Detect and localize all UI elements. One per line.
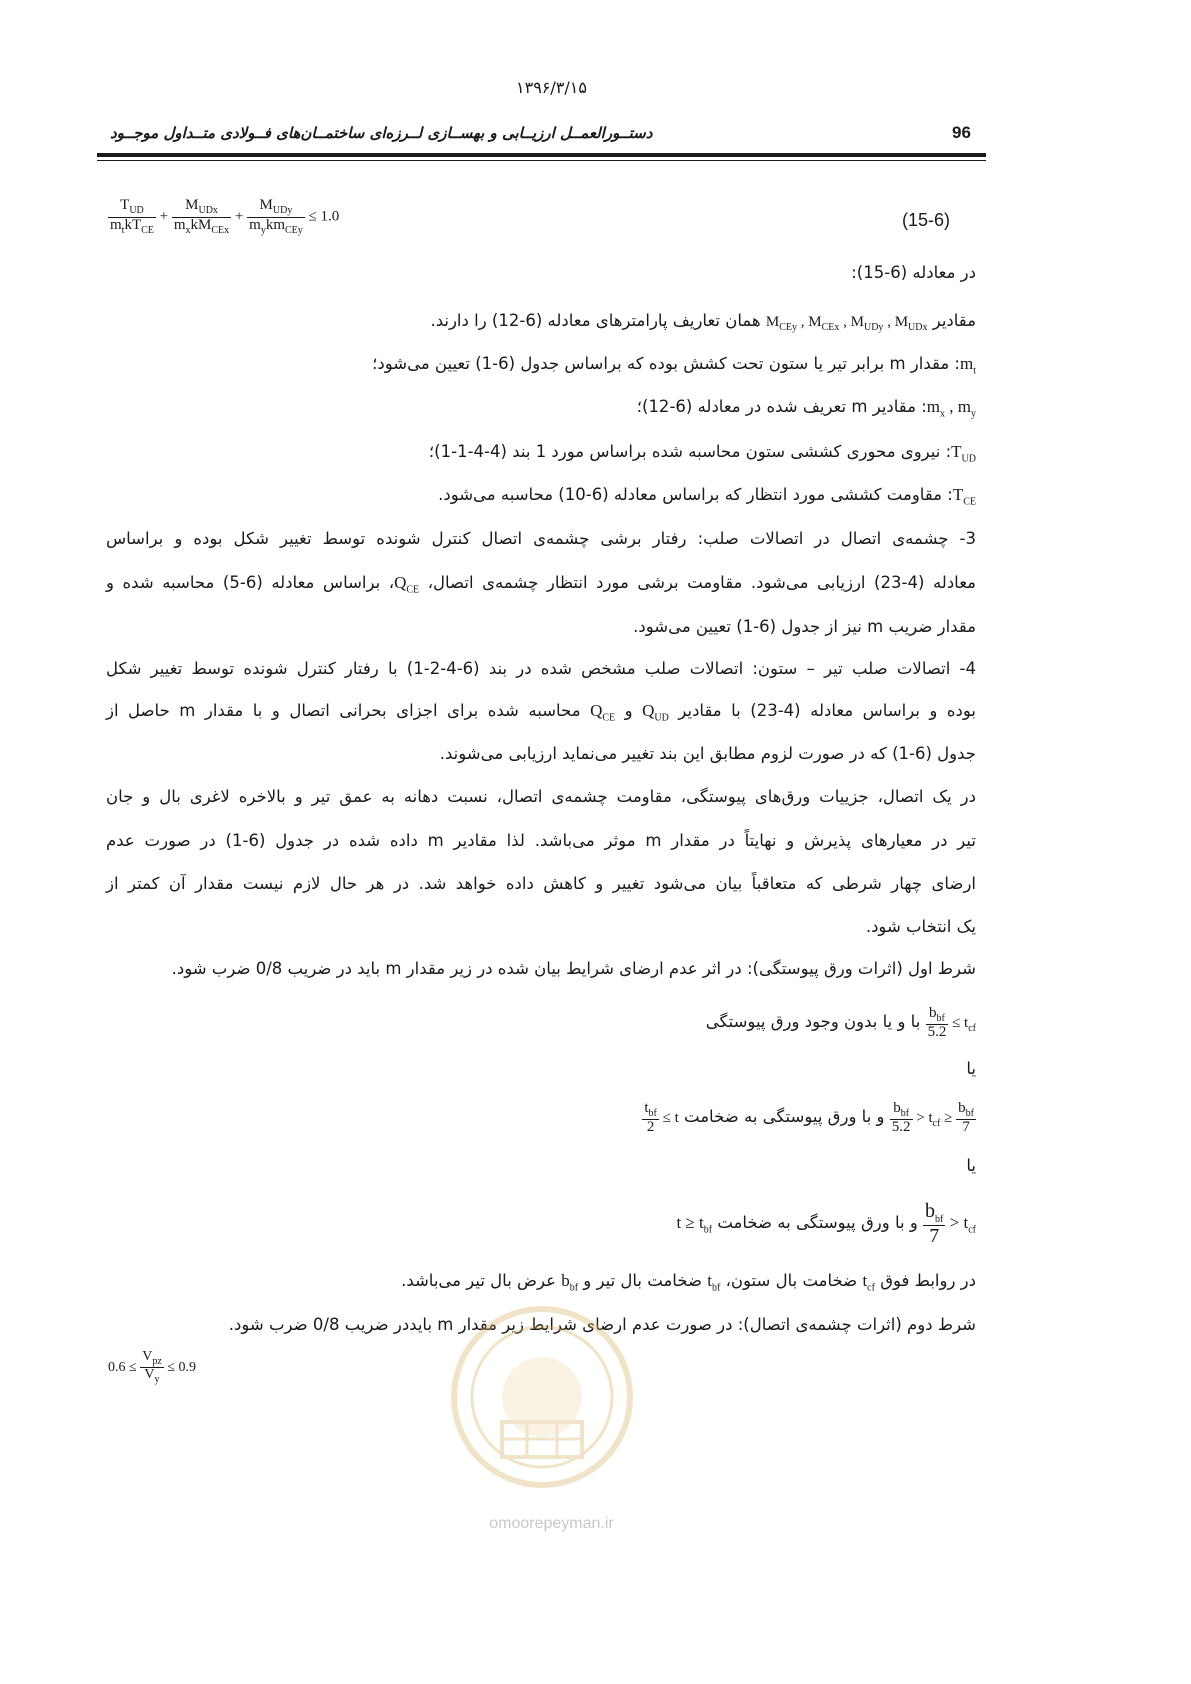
condition-2-text: شرط دوم (اثرات چشمه‌ی اتصال): در صورت عدم ارضای شرایط زیر مقدار m بایددر ضریب 0/8 ضرب شود. — [228, 1315, 976, 1334]
text-line-tud: $T_{UD}$: نیروی محوری کششی ستون محاسبه شده براساس مورد 1 بند (4-4-1-1)؛ — [428, 442, 976, 465]
text-line: ارضای چهار شرطی که متعاقباً بیان می‌شود تغییر و کاهش داده خواهد شد. در هر حال لازم نیست مقدار آن کمتر از — [106, 874, 976, 893]
equation-number: (15-6) — [902, 210, 951, 230]
text-line: مقدار ضریب m نیز از جدول (6-1) تعیین می‌شود. — [633, 617, 976, 636]
condition-1c: $t_{cf}$ < $\frac{b_{bf}}{7}$ و با ورق پیوستگی به ضخامت $t \ge t_{bf}$ — [676, 1199, 976, 1248]
condition-1-text: شرط اول (اثرات ورق پیوستگی): در اثر عدم ارضای شرایط بیان شده در زیر مقدار m باید در ضریب 0/8 ضرب شود. — [171, 959, 976, 978]
text-line: در یک اتصال، جزییات ورق‌های پیوستگی، مقاومت چشمه‌ی اتصال، نسبت دهانه به عمق تیر و بالاخره لاغری بال و جان — [106, 787, 976, 806]
text-line: یک انتخاب شود. — [865, 917, 976, 936]
equation-15-6: $\frac{T_{UD}}{m_tkT_{CE}}$ + $\frac{M_{UDx}}{m_xkM_{CEx}}$ + $\frac{M_{UDy}}{m_ykm_{CEy}}$ ≤ 1.0 — [110, 197, 340, 236]
or-text: یا — [966, 1156, 976, 1175]
page-number: 96 — [952, 123, 971, 142]
text-line: 3- چشمه‌ی اتصال در اتصالات صلب: رفتار برشی چشمه‌ی اتصال کنترل شونده توسط تغییر شکل بوده و براساس — [106, 529, 976, 548]
vpz-ratio-formula: 0.6 ≤ $\frac{V_{pz}}{V_y}$ ≤ 0.9 — [108, 1349, 196, 1386]
text-line: تیر در معیارهای پذیرش و نهایتاً در مقدار m موثر می‌باشد. لذا مقادیر m داده شده در جدول (6-1) در صورت عدم — [106, 831, 976, 850]
text-line: بوده و براساس معادله (4-23) با مقادیر $Q_{UD}$ و $Q_{CE}$ محاسبه شده برای اجزای بحرانی اتصال و با مقدار m حاصل از — [106, 701, 977, 724]
text-line: 4- اتصالات صلب تیر – ستون: اتصالات صلب مشخص شده در بند (6-4-2-1) با رفتار کنترل شونده توسط تغییر شکل — [106, 659, 977, 678]
text-line-tce: $T_{CE}$: مقاومت کششی مورد انتظار که براساس معادله (6-10) محاسبه می‌شود. — [438, 485, 976, 508]
condition-1b: $\frac{b_{bf}}{7}$ ≤ $t_{cf}$ < $\frac{b_{bf}}{5.2}$ و با ورق پیوستگی به ضخامت t ≥ $\frac{t_{bf}}{2}$ — [644, 1099, 974, 1136]
watermark-url: omoorepeyman.ir — [489, 1515, 614, 1532]
header-rule-thick — [97, 153, 986, 157]
document-date: ۱۳۹۶/۳/۱۵ — [516, 78, 587, 97]
text-line-params: مقادیر $M_{CEy}$ , $M_{CEx}$ , $M_{UDy}$ , $M_{UDx}$ همان تعاریف پارامترهای معادله (6-12) را دارند. — [430, 311, 976, 333]
running-title: دستــورالعمــل ارزیــابی و بهســازی لــرزه‌ای ساختمــان‌های فــولادی متــداول موجــود — [110, 124, 653, 142]
text-line-mt: $m_t$: مقدار m برابر تیر یا ستون تحت کشش بوده که براساس جدول (6-1) تعیین می‌شود؛ — [372, 354, 976, 377]
text-line: جدول (6-1) که در صورت لزوم مطابق این بند تغییر می‌نماید ارزیابی می‌شوند. — [439, 744, 976, 763]
watermark-seal-icon — [447, 1302, 637, 1492]
or-text: یا — [966, 1059, 976, 1078]
text-line: معادله (4-23) ارزیابی می‌شود. مقاومت برشی مورد انتظار چشمه‌ی اتصال، $Q_{CE}،$ براساس معادله (6-5) محاسبه شده و — [106, 573, 977, 596]
definitions-line: در روابط فوق $t_{cf}$ ضخامت بال ستون، $t_{bf}$ ضخامت بال تیر و $b_{bf}$ عرض بال تیر می‌باشد. — [401, 1271, 976, 1294]
params-symbols: $M_{CEy}$ , $M_{CEx}$ , $M_{UDy}$ , $M_{UDx}$ — [765, 314, 928, 333]
text-line: در معادله (6-15): — [851, 263, 976, 282]
text-line-mxmy: $m_x$ , $m_y$: مقادیر m تعریف شده در معادله (6-12)؛ — [636, 397, 976, 420]
condition-1a: $t_{cf}$ ≥ $\frac{b_{bf}}{5.2}$ با و یا بدون وجود ورق پیوستگی — [705, 1004, 976, 1041]
header-rule-thin — [97, 160, 986, 161]
